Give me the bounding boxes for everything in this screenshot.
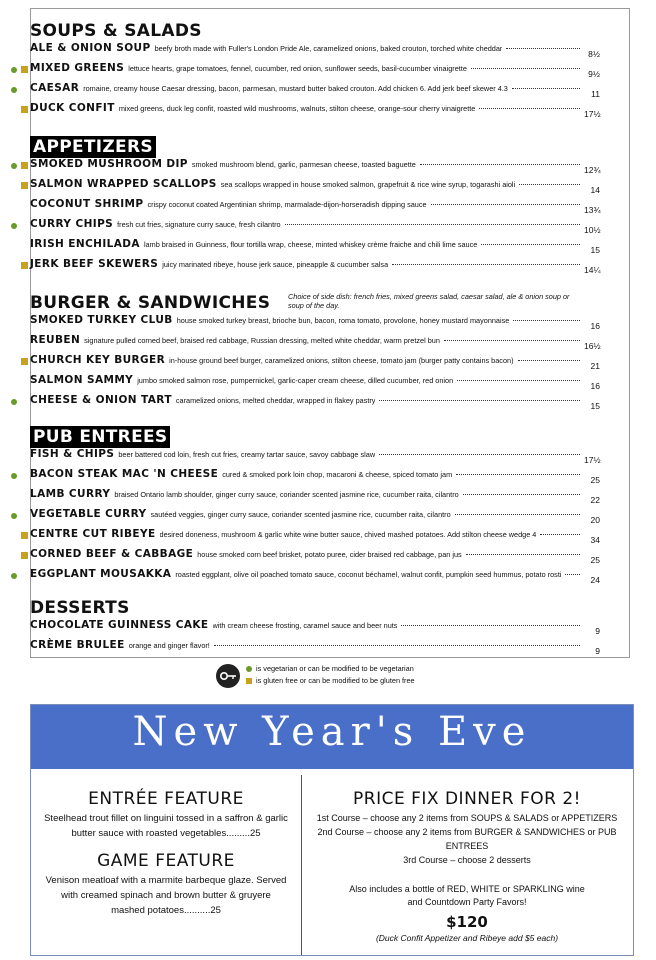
dietary-marks	[6, 398, 28, 408]
dot-leader	[431, 204, 580, 205]
item-name: MIXED GREENS	[30, 62, 125, 74]
dot-leader	[506, 48, 580, 49]
item-name: CHURCH KEY BURGER	[30, 354, 166, 366]
item-description: sea scallops wrapped in house smoked salmon, grapefruit & rice wine syrup, togarashi aioli	[220, 180, 516, 189]
section-title: SOUPS & SALADS	[30, 21, 202, 41]
dietary-marks	[6, 182, 28, 192]
prix-fixe-column	[305, 769, 629, 957]
item-price: 16	[590, 321, 600, 331]
dot-leader	[513, 320, 580, 321]
dot-leader	[519, 184, 580, 185]
menu-item	[30, 528, 600, 548]
dot-leader	[457, 380, 580, 381]
item-price: 17½	[584, 109, 601, 119]
vegetarian-dot-icon	[11, 513, 17, 519]
dietary-marks	[6, 452, 28, 462]
dot-leader	[471, 68, 580, 69]
item-name: CURRY CHIPS	[30, 218, 114, 230]
menu-item	[30, 374, 600, 394]
menu-item	[30, 198, 600, 218]
item-price: 17½	[584, 455, 601, 465]
legend-gf-text: is gluten free or can be modified to be gluten free	[256, 676, 415, 685]
menu-item	[30, 218, 600, 238]
item-list	[30, 619, 600, 659]
dietary-marks	[6, 572, 28, 582]
game-feature-title: GAME FEATURE	[97, 851, 235, 871]
menu-item	[30, 82, 600, 102]
burgers-section	[30, 292, 600, 414]
gluten-free-square-icon	[246, 678, 252, 684]
vegetarian-dot-icon	[11, 163, 17, 169]
dot-leader	[379, 400, 580, 401]
dot-leader	[463, 494, 580, 495]
dietary-marks	[6, 242, 28, 252]
dot-leader	[392, 264, 580, 265]
item-price: 25	[590, 555, 600, 565]
soups-section	[30, 20, 600, 122]
item-description: lettuce hearts, grape tomatoes, fennel, cucumber, red onion, sunflower seeds, basil-cucumber vinaigrette	[128, 64, 467, 73]
dietary-marks	[6, 262, 28, 272]
item-name: EGGPLANT MOUSAKKA	[30, 568, 172, 580]
item-description: house smoked corn beef brisket, potato puree, cider braised red cabbage, pan jus	[197, 550, 462, 559]
gluten-free-square-icon	[21, 162, 28, 169]
prix-fixe-title: PRICE FIX DINNER FOR 2!	[353, 789, 581, 809]
gluten-free-square-icon	[21, 552, 28, 559]
dot-leader	[285, 224, 580, 225]
item-price: 14	[590, 185, 600, 195]
dot-leader	[444, 340, 580, 341]
dietary-marks	[6, 202, 28, 212]
dietary-marks	[6, 532, 28, 542]
course-3: 3rd Course – choose 2 desserts	[403, 855, 531, 865]
item-description: romaine, creamy house Caesar dressing, bacon, parmesan, mustard butter baked crouton. Add chicken 6. Add jerk beef skewer 4.3	[83, 84, 508, 93]
gluten-free-square-icon	[21, 66, 28, 73]
item-price: 21	[590, 361, 600, 371]
menu-item	[30, 639, 600, 659]
item-price: 9	[595, 646, 600, 656]
item-name: LAMB CURRY	[30, 488, 111, 500]
prix-note: (Duck Confit Appetizer and Ribeye add $5 each)	[375, 933, 559, 943]
dot-leader	[455, 514, 580, 515]
dot-leader	[379, 454, 580, 455]
menu-item	[30, 548, 600, 568]
dot-leader	[466, 554, 580, 555]
item-name: CHEESE & ONION TART	[30, 394, 172, 406]
item-description: cured & smoked pork loin chop, macaroni & cheese, spiced tomato jam	[222, 470, 453, 479]
dietary-marks	[6, 66, 28, 76]
gluten-free-square-icon	[21, 532, 28, 539]
item-list	[30, 158, 600, 278]
section-header	[30, 292, 600, 314]
item-price: 22	[590, 495, 600, 505]
side-choice-note: Choice of side dish: french fries, mixed greens salad, caesar salad, ale & onion soup or soup of the day.	[288, 292, 570, 310]
game-feature-text: Venison meatloaf with a marmite barbeque glaze. Served with creamed spinach and brown butter & gruyere mashed potatoes..........25	[45, 875, 287, 916]
item-price: 13¾	[584, 205, 601, 215]
item-price: 34	[590, 535, 600, 545]
section-title: PUB ENTREES	[30, 426, 170, 448]
item-description: caramelized onions, melted cheddar, wrapped in flakey pastry	[175, 396, 376, 405]
item-description: beer battered cod loin, fresh cut fries, creamy tartar sauce, savoy cabbage slaw	[118, 450, 376, 459]
menu-item	[30, 42, 600, 62]
item-name: REUBEN	[30, 334, 81, 346]
legend-gf	[246, 676, 415, 685]
menu-item	[30, 568, 600, 588]
item-description: crispy coconut coated Argentinian shrimp, marmalade-dijon-horseradish dipping sauce	[147, 200, 427, 209]
dietary-marks	[6, 106, 28, 116]
item-name: FISH & CHIPS	[30, 448, 115, 460]
dietary-legend	[216, 662, 476, 692]
menu-item	[30, 354, 600, 374]
prix-price: $120	[446, 913, 488, 931]
gluten-free-square-icon	[21, 106, 28, 113]
menu-item	[30, 178, 600, 198]
item-name: CRÈME BRULEE	[30, 639, 125, 651]
item-description: smoked mushroom blend, garlic, parmesan cheese, toasted baguette	[191, 160, 416, 169]
gluten-free-square-icon	[21, 182, 28, 189]
dietary-marks	[6, 318, 28, 328]
item-description: juicy marinated ribeye, house jerk sauce, pineapple & cucumber salsa	[162, 260, 389, 269]
item-name: COCONUT SHRIMP	[30, 198, 144, 210]
item-price: 9½	[588, 69, 600, 79]
item-list	[30, 42, 600, 122]
item-price: 11	[591, 89, 600, 99]
menu-item	[30, 158, 600, 178]
item-name: CHOCOLATE GUINNESS CAKE	[30, 619, 209, 631]
vegetarian-dot-icon	[11, 87, 17, 93]
item-description: sautéed veggies, ginger curry sauce, coriander scented jasmine rice, cucumber raita, cilantro	[150, 510, 451, 519]
new-years-eve-box	[30, 704, 634, 956]
section-title: BURGER & SANDWICHES	[30, 293, 271, 313]
item-name: CAESAR	[30, 82, 80, 94]
item-description: desired doneness, mushroom & garlic white wine butter sauce, chived mashed potatoes. Add stilton cheese wedge 4	[159, 530, 537, 539]
item-description: lamb braised in Guinness, flour tortilla wrap, cheese, minted whiskey crème fraiche and chili lime sauce	[143, 240, 478, 249]
dietary-marks	[6, 358, 28, 368]
dietary-marks	[6, 492, 28, 502]
vegetarian-dot-icon	[11, 223, 17, 229]
dot-leader	[420, 164, 580, 165]
pub-section	[30, 426, 600, 588]
dot-leader	[565, 574, 580, 575]
dietary-marks	[6, 338, 28, 348]
item-description: signature pulled corned beef, braised red cabbage, Russian dressing, melted white cheddar, warm pretzel bun	[84, 336, 440, 345]
prix-extras: Also includes a bottle of RED, WHITE or SPARKLING wine and Countdown Party Favors!	[349, 884, 585, 907]
menu-item	[30, 102, 600, 122]
dot-leader	[214, 645, 580, 646]
menu-item	[30, 508, 600, 528]
item-description: roasted eggplant, olive oil poached tomato sauce, coconut béchamel, walnut confit, pumpkin seed hummus, potato rosti	[175, 570, 562, 579]
menu-item	[30, 314, 600, 334]
menu-item	[30, 619, 600, 639]
course-2: 2nd Course – choose any 2 items from BURGER & SANDWICHES or PUB ENTREES	[317, 827, 617, 851]
item-price: 16	[590, 381, 600, 391]
menu-item	[30, 334, 600, 354]
dietary-marks	[6, 643, 28, 653]
nye-banner	[31, 705, 633, 769]
church-key-logo-icon	[216, 664, 240, 688]
dietary-marks	[6, 46, 28, 56]
menu-item	[30, 488, 600, 508]
item-list	[30, 448, 600, 588]
item-price: 15	[590, 245, 600, 255]
desserts-section	[30, 597, 600, 659]
entree-feature-text: Steelhead trout fillet on linguini tossed in a saffron & garlic butter sauce with roasted vegetables.........25	[44, 813, 288, 839]
dot-leader	[540, 534, 580, 535]
dietary-marks	[6, 86, 28, 96]
dietary-marks	[6, 472, 28, 482]
gluten-free-square-icon	[21, 262, 28, 269]
dietary-marks	[6, 222, 28, 232]
item-price: 15	[590, 401, 600, 411]
nye-title: New Year's Eve	[132, 709, 532, 755]
appetizers-section	[30, 136, 600, 278]
item-name: SMOKED TURKEY CLUB	[30, 314, 173, 326]
dietary-marks	[6, 623, 28, 633]
item-name: SALMON SAMMY	[30, 374, 134, 386]
menu-item	[30, 62, 600, 82]
item-name: IRISH ENCHILADA	[30, 238, 140, 250]
item-description: fresh cut fries, signature curry sauce, fresh cilantro	[117, 220, 281, 229]
item-price: 14¼	[584, 265, 601, 275]
item-name: CENTRE CUT RIBEYE	[30, 528, 156, 540]
item-name: SALMON WRAPPED SCALLOPS	[30, 178, 217, 190]
item-description: braised Ontario lamb shoulder, ginger curry sauce, coriander scented jasmine rice, cucumber raita, cilantro	[114, 490, 459, 499]
menu-item	[30, 468, 600, 488]
item-name: CORNED BEEF & CABBAGE	[30, 548, 194, 560]
nye-divider	[301, 775, 302, 955]
legend-veg	[246, 664, 414, 673]
item-name: JERK BEEF SKEWERS	[30, 258, 159, 270]
course-1: 1st Course – choose any 2 items from SOUPS & SALADS or APPETIZERS	[316, 813, 618, 823]
item-price: 25	[590, 475, 600, 485]
item-price: 10½	[584, 225, 601, 235]
dietary-marks	[6, 512, 28, 522]
item-name: DUCK CONFIT	[30, 102, 115, 114]
item-description: orange and ginger flavor!	[128, 641, 210, 650]
item-name: ALE & ONION SOUP	[30, 42, 151, 54]
vegetarian-dot-icon	[11, 67, 17, 73]
item-list	[30, 314, 600, 414]
features-column	[37, 769, 295, 957]
item-price: 12¾	[584, 165, 601, 175]
dietary-marks	[6, 162, 28, 172]
item-name: BACON STEAK MAC 'N CHEESE	[30, 468, 219, 480]
item-price: 8½	[588, 49, 600, 59]
vegetarian-dot-icon	[246, 666, 252, 672]
dot-leader	[481, 244, 580, 245]
item-description: with cream cheese frosting, caramel sauce and beer nuts	[212, 621, 398, 630]
dot-leader	[456, 474, 580, 475]
item-description: in-house ground beef burger, caramelized onions, stilton cheese, tomato jam (burger patty contains bacon)	[169, 356, 514, 365]
item-description: jumbo smoked salmon rose, pumpernickel, garlic-caper cream cheese, dilled cucumber, red onion	[137, 376, 454, 385]
menu-item	[30, 394, 600, 414]
item-price: 24	[590, 575, 600, 585]
section-title: APPETIZERS	[30, 136, 156, 158]
dot-leader	[401, 625, 580, 626]
item-description: mixed greens, duck leg confit, roasted wild mushrooms, walnuts, stilton cheese, orange-sour cherry vinaigrette	[118, 104, 476, 113]
section-title: DESSERTS	[30, 598, 130, 618]
entree-feature-title: ENTRÉE FEATURE	[88, 789, 244, 809]
vegetarian-dot-icon	[11, 473, 17, 479]
dot-leader	[479, 108, 580, 109]
item-description: house smoked turkey breast, brioche bun, bacon, roma tomato, provolone, honey mustard mayonnaise	[176, 316, 510, 325]
gluten-free-square-icon	[21, 358, 28, 365]
item-price: 20	[590, 515, 600, 525]
dietary-marks	[6, 552, 28, 562]
item-price: 16½	[584, 341, 601, 351]
dietary-marks	[6, 378, 28, 388]
item-name: SMOKED MUSHROOM DIP	[30, 158, 188, 170]
item-price: 9	[595, 626, 600, 636]
item-description: beefy broth made with Fuller's London Pride Ale, caramelized onions, baked crouton, torched white cheddar	[154, 44, 503, 53]
vegetarian-dot-icon	[11, 399, 17, 405]
menu-item	[30, 238, 600, 258]
dot-leader	[518, 360, 581, 361]
menu-item	[30, 258, 600, 278]
legend-veg-text: is vegetarian or can be modified to be vegetarian	[256, 664, 414, 673]
menu-item	[30, 448, 600, 468]
dot-leader	[512, 88, 580, 89]
item-name: VEGETABLE CURRY	[30, 508, 147, 520]
vegetarian-dot-icon	[11, 573, 17, 579]
